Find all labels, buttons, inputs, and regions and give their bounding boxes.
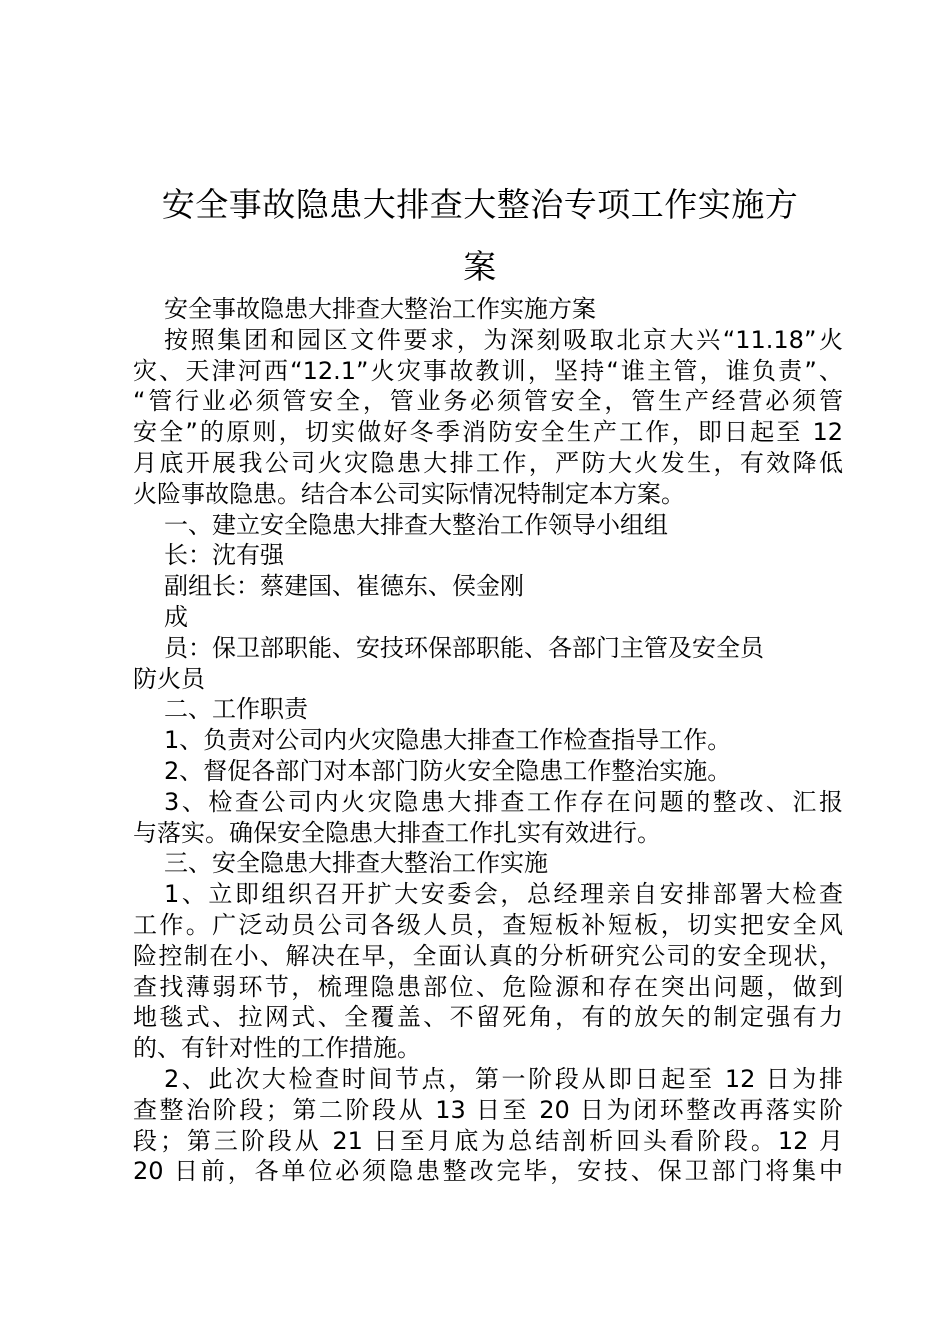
paragraph-line: 防火员 [133, 664, 205, 693]
paragraph-line: 20 日前，各单位必须隐患整改完毕，安技、保卫部门将集中 [133, 1157, 843, 1186]
subtitle-line: 安全事故隐患大排查大整治工作实施方案 [164, 295, 596, 323]
paragraph-line: 副组长：蔡建国、崔德东、侯金刚 [164, 572, 524, 601]
document-body [133, 294, 843, 1187]
section-heading: 一、建立安全隐患大排查大整治工作领导小组组 [164, 510, 668, 539]
paragraph-line: 1、负责对公司内火灾隐患大排查工作检查指导工作。 [164, 726, 732, 755]
paragraph-line: 成 [164, 602, 188, 631]
paragraph-line: 按照集团和园区文件要求，为深刻吸取北京大兴“11.18”火 [164, 325, 843, 354]
paragraph-line: 灾、天津河西“12.1”火灾事故教训，坚持“谁主管，谁负责”、 [133, 356, 843, 385]
paragraph-line: 查整治阶段；第二阶段从 13 日至 20 日为闭环整改再落实阶 [133, 1095, 843, 1124]
section-heading: 二、工作职责 [164, 695, 308, 724]
paragraph-line: 安全”的原则，切实做好冬季消防安全生产工作，即日起至 12 [133, 418, 843, 447]
paragraph-line: 火险事故隐患。结合本公司实际情况特制定本方案。 [133, 479, 685, 508]
paragraph-line: 1、立即组织召开扩大安委会，总经理亲自安排部署大检查 [164, 880, 843, 909]
paragraph-line: 与落实。确保安全隐患大排查工作扎实有效进行。 [133, 818, 661, 847]
paragraph-line: 段；第三阶段从 21 日至月底为总结剖析回头看阶段。12 月 [133, 1126, 843, 1155]
paragraph-line: 3、检查公司内火灾隐患大排查工作存在问题的整改、汇报 [164, 787, 843, 816]
paragraph-line: 工作。广泛动员公司各级人员，查短板补短板，切实把安全风 [133, 910, 843, 939]
paragraph-line: 的、有针对性的工作措施。 [133, 1034, 421, 1063]
paragraph-line: 2、督促各部门对本部门防火安全隐患工作整治实施。 [164, 756, 732, 785]
paragraph-line: 2、此次大检查时间节点，第一阶段从即日起至 12 日为排 [164, 1064, 843, 1093]
paragraph-line: 查找薄弱环节，梳理隐患部位、危险源和存在突出问题，做到 [133, 972, 843, 1001]
paragraph-line: “管行业必须管安全，管业务必须管安全，管生产经营必须管 [133, 387, 843, 416]
paragraph-line: 员：保卫部职能、安技环保部职能、各部门主管及安全员 [164, 633, 764, 662]
paragraph-line: 长：沈有强 [164, 541, 284, 570]
paragraph-line: 月底开展我公司火灾隐患大排工作，严防大火发生，有效降低 [133, 448, 843, 477]
section-heading: 三、安全隐患大排查大整治工作实施 [164, 849, 548, 878]
document-title-line-2: 案 [463, 247, 497, 286]
paragraph-line: 险控制在小、解决在早，全面认真的分析研究公司的安全现状， [133, 941, 843, 970]
paragraph-line: 地毯式、拉网式、全覆盖、不留死角，有的放矢的制定强有力 [133, 1003, 843, 1032]
document-title-line-1: 安全事故隐患大排查大整治专项工作实施方 [161, 185, 799, 224]
